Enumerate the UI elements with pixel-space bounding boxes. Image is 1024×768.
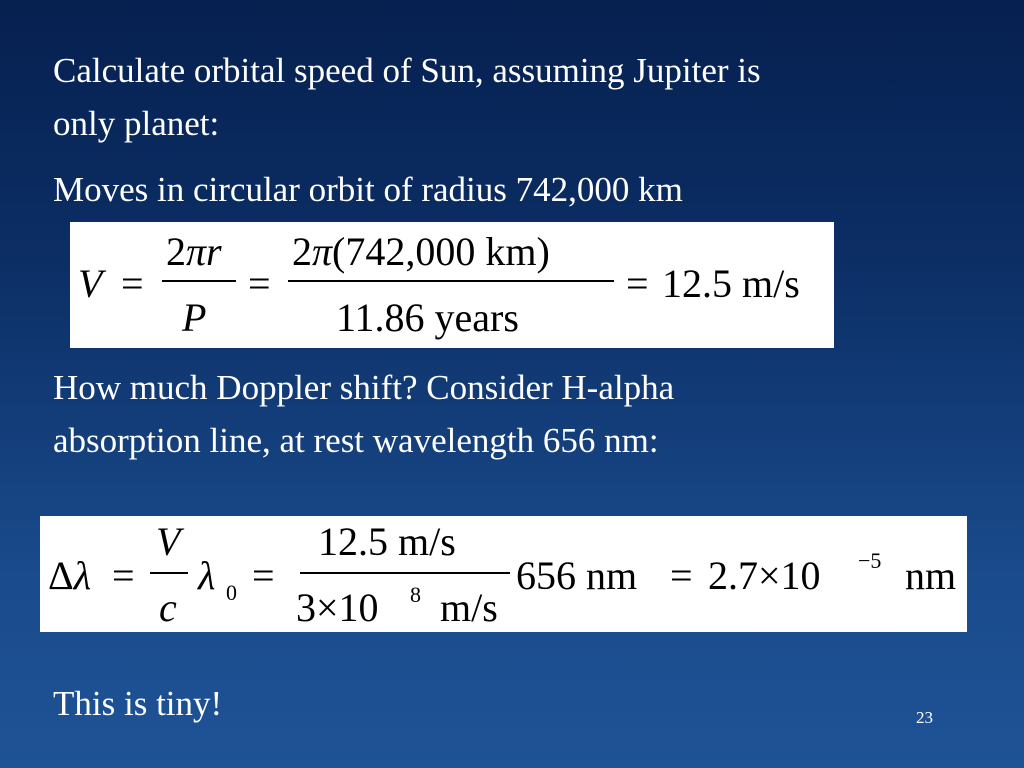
equals-sign: = <box>670 553 693 598</box>
fraction-2-bar <box>288 280 614 282</box>
delta-lambda-symbol: Δλ <box>48 553 92 598</box>
speed-result: 12.5 m/s <box>662 261 800 306</box>
conclusion-text: This is tiny! <box>53 684 223 723</box>
equals-sign: = <box>121 261 144 306</box>
fraction-1-bar <box>162 280 236 282</box>
orbit-text: Moves in circular orbit of radius 742,000 km <box>53 170 683 209</box>
fraction-2-bar <box>300 572 510 574</box>
fraction-2-numerator: 12.5 m/s <box>318 519 456 564</box>
rest-wavelength-value: 656 nm <box>516 553 638 598</box>
rest-wavelength-subscript: 0 <box>226 580 237 605</box>
fraction-2-denominator-coefficient: 3×10 <box>296 585 379 630</box>
doppler-shift-equation <box>40 516 967 632</box>
light-speed-symbol: c <box>159 585 177 630</box>
doppler-line-1: How much Doppler shift? Consider H-alpha <box>53 368 675 407</box>
fraction-2-denominator-exponent: 8 <box>410 582 421 607</box>
intro-line-1: Calculate orbital speed of Sun, assuming Jupiter is <box>53 51 761 90</box>
period-symbol: P <box>182 295 207 340</box>
velocity-symbol: V <box>156 519 181 564</box>
fraction-2-denominator: 11.86 years <box>336 295 519 340</box>
rest-wavelength-symbol: λ <box>198 553 216 598</box>
fraction-1-bar <box>150 572 188 574</box>
shift-result-exponent: −5 <box>858 548 882 573</box>
orbital-speed-equation <box>70 222 834 348</box>
equals-sign: = <box>252 553 275 598</box>
doppler-text <box>53 361 674 467</box>
equals-sign: = <box>112 553 135 598</box>
equals-sign: = <box>626 261 649 306</box>
intro-line-2: only planet: <box>53 104 220 143</box>
shift-result-coefficient: 2.7×10 <box>708 553 821 598</box>
equals-sign: = <box>248 261 271 306</box>
fraction-2-denominator-unit: m/s <box>440 585 498 630</box>
page-number: 23 <box>916 708 933 727</box>
intro-text <box>53 44 761 150</box>
doppler-line-2: absorption line, at rest wavelength 656 nm: <box>53 421 659 460</box>
velocity-symbol: V <box>78 261 103 306</box>
fraction-2-numerator: 2π(742,000 km) <box>292 229 550 274</box>
fraction-1-numerator: 2πr <box>166 229 222 274</box>
shift-result-unit: nm <box>905 553 957 598</box>
